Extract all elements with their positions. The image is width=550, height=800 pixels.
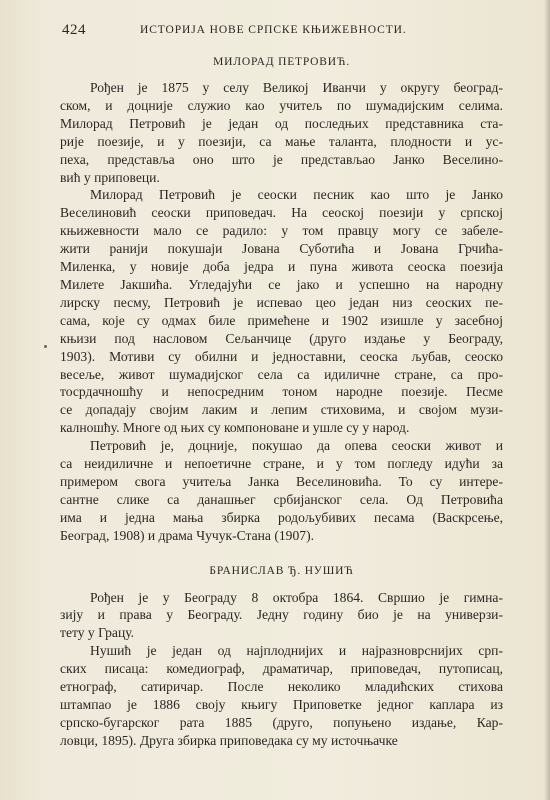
text-line: 1903). Мотиви су обилни и једноставни, сеоска љубав, сеоско <box>60 348 503 364</box>
text-line: Нушић је један од најплоднијих и најразноврснијих срп- <box>90 643 503 659</box>
text-line: Петровић је, доцније, покушао да опева сеоски живот и <box>90 438 503 454</box>
paragraph <box>60 437 503 544</box>
text-line: тету у Грацу. <box>60 625 135 641</box>
text-line: се допадају својим лаким и лепим стиховима, и својом музи- <box>60 402 503 418</box>
page-number: 424 <box>62 22 86 38</box>
text-line: зију и права у Београду. Једну годину био је на универзи- <box>60 607 503 623</box>
text-line: штампао је 1886 своју књигу Приповетке једног каплара из <box>60 697 503 712</box>
text-line: сама, које су одмах биле примећене и 1902 изишле у засебној <box>60 312 503 328</box>
section-heading-petrovic: МИЛОРАД ПЕТРОВИЋ. <box>213 56 350 68</box>
text-line: Милорад Петровић је један од последњих представника ста- <box>60 115 503 131</box>
text-line: лирску песму, Петровић је испевао цео један низ сеоских пе- <box>60 294 503 310</box>
text-line: сантне слике са данашњег србијанског села. Од Петровића <box>60 491 503 507</box>
text-line: ловци, 1895). Друга збирка приповедака су му источњачке <box>60 732 398 748</box>
text-line: Рођен је у Београду 8 октобра 1864. Свршио је гимна- <box>90 589 503 605</box>
paragraph <box>60 186 503 437</box>
text-line: рије поезије, и у поезији, са мање таланта, плодности и ус- <box>60 133 503 149</box>
text-line: жити ранији покушаји Јована Суботића и Јована Грчића- <box>60 241 503 257</box>
text-line: ских писаца: комедиограф, драматичар, приповедач, путописац, <box>60 661 503 677</box>
text-line: Милете Јакшића. Угледајући се јако и успешно на народну <box>60 276 503 292</box>
text-line: има и једна мања збирка родољубивих песама (Васкрсење, <box>60 509 503 525</box>
text-line: калношћу. Многе од њих су компоноване и ушле су у народ. <box>60 420 410 436</box>
ink-speck <box>44 345 47 348</box>
page-edge-shadow <box>544 0 550 800</box>
text-line: вић у приповеци. <box>60 169 160 185</box>
running-title: ИСТОРИЈА НОВЕ СРПСКЕ КЊИЖЕВНОСТИ. <box>140 24 407 36</box>
text-line: српско-бугарског рата 1885 (друго, попуњено издање, Кар- <box>60 714 503 730</box>
running-head <box>62 22 502 42</box>
text-line: Београд, 1908) и драма Чучук-Стана (1907). <box>60 527 314 543</box>
text-line: весеље, живот шумадијског села са идиличне стране, са про- <box>60 366 503 382</box>
text-line: са неидиличне и непоетичне стране, и у том погледу идући за <box>60 456 503 472</box>
text-line: тосрдачношћу и непосредним тоном народне поезије. Песме <box>60 384 503 400</box>
text-line: примером свога учитеља Јанка Веселиновића. То су интере- <box>60 473 503 489</box>
text-block <box>60 52 503 750</box>
paragraph <box>60 642 503 749</box>
text-line: етнограф, сатиричар. После неколико младићских стихова <box>60 679 503 695</box>
text-line: књизи под насловом Сељанчице (друго издање у Београду, <box>60 330 503 346</box>
text-line: ском, и доцније служио као учитељ по шумадијским селима. <box>60 97 503 113</box>
text-line: Миленка, у новије доба једра и пуна живота сеоска поезија <box>60 259 503 275</box>
text-line: Веселиновић сеоски приповедач. На сеоској поезији у српској <box>60 205 503 221</box>
paragraph <box>60 589 503 643</box>
text-line: Милорад Петровић је сеоски песник као што је Јанко <box>90 187 503 203</box>
text-line: пеха, представља оно што је представљао Јанко Веселино- <box>60 151 503 167</box>
text-line: Рођен је 1875 у селу Великој Иванчи у округу београд- <box>90 80 503 95</box>
paragraph <box>60 79 503 186</box>
text-line: књижевности мало се радило: у том правцу могу се забеле- <box>60 223 503 239</box>
section-heading-nusic: БРАНИСЛАВ Ђ. НУШИЋ <box>209 564 354 577</box>
